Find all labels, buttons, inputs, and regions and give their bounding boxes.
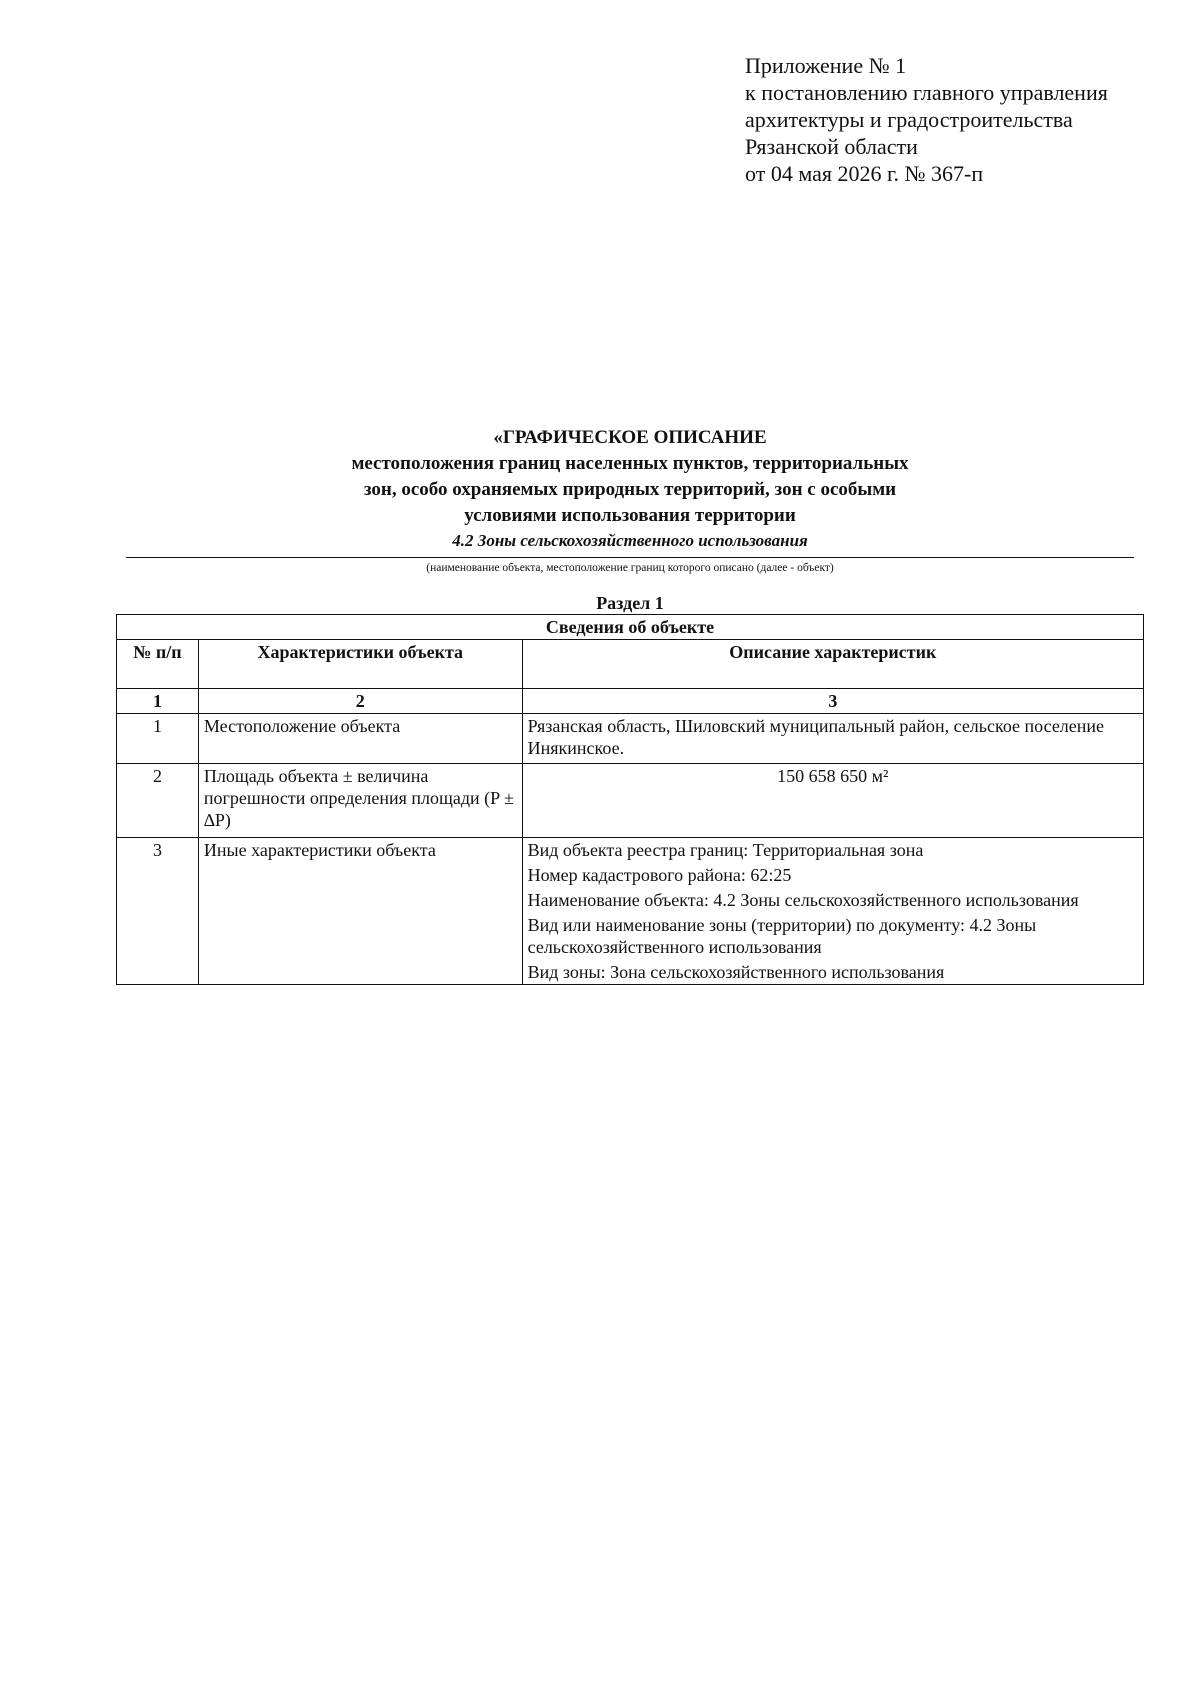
row-characteristic: Иные характеристики объекта bbox=[198, 838, 522, 985]
header-description: Описание характеристик bbox=[522, 640, 1143, 689]
table-header-row bbox=[117, 640, 1144, 689]
appendix-header bbox=[745, 52, 1108, 187]
appendix-line: Рязанской области bbox=[745, 134, 918, 159]
row-description bbox=[522, 764, 1143, 838]
row-characteristic: Местоположение объекта bbox=[198, 714, 522, 764]
title-underline bbox=[126, 557, 1134, 558]
appendix-line: архитектуры и градостроительства bbox=[745, 107, 1073, 132]
row-num: 2 bbox=[117, 764, 199, 838]
description-line: Наименование объекта: 4.2 Зоны сельскохозяйственного использования bbox=[527, 890, 1079, 910]
description-line: Вид зоны: Зона сельскохозяйственного использования bbox=[527, 962, 945, 982]
row-num: 1 bbox=[117, 714, 199, 764]
title-line: зон, особо охраняемых природных территорий, зон с особыми bbox=[363, 479, 897, 500]
appendix-line: от 04 мая 2026 г. № 367-п bbox=[745, 161, 984, 186]
column-number: 2 bbox=[198, 689, 522, 714]
object-name-caption: (наименование объекта, местоположение границ которого описано (далее - объект) bbox=[426, 562, 834, 574]
table-row bbox=[117, 764, 1144, 838]
description-line: Рязанская область, Шиловский муниципальный район, сельское поселение Инякинское. bbox=[527, 716, 1105, 758]
description-line: Номер кадастрового района: 62:25 bbox=[527, 865, 792, 885]
description-line: 150 658 650 м² bbox=[777, 766, 889, 786]
appendix-line: Приложение № 1 bbox=[745, 53, 907, 78]
appendix-line: к постановлению главного управления bbox=[745, 80, 1108, 105]
table-caption: Сведения об объекте bbox=[117, 615, 1144, 640]
title-line: условиями использования территории bbox=[464, 505, 796, 526]
object-name: 4.2 Зоны сельскохозяйственного использования bbox=[452, 531, 808, 550]
header-num: № п/п bbox=[117, 640, 199, 689]
description-line: Вид объекта реестра границ: Территориальная зона bbox=[527, 840, 924, 860]
row-characteristic: Площадь объекта ± величина погрешности определения площади (P ± ∆P) bbox=[198, 764, 522, 838]
section-label: Раздел 1 bbox=[596, 593, 664, 613]
object-info-table bbox=[116, 614, 1144, 985]
document-title bbox=[120, 425, 1140, 553]
column-number-row bbox=[117, 689, 1144, 714]
row-num: 3 bbox=[117, 838, 199, 985]
column-number: 3 bbox=[522, 689, 1143, 714]
header-characteristic: Характеристики объекта bbox=[198, 640, 522, 689]
title-line: «ГРАФИЧЕСКОЕ ОПИСАНИЕ bbox=[493, 427, 767, 448]
table-caption-row bbox=[117, 615, 1144, 640]
table-row bbox=[117, 838, 1144, 985]
row-description bbox=[522, 714, 1143, 764]
title-line: местоположения границ населенных пунктов, территориальных bbox=[351, 453, 909, 474]
column-number: 1 bbox=[117, 689, 199, 714]
table-row bbox=[117, 714, 1144, 764]
description-line: Вид или наименование зоны (территории) по документу: 4.2 Зоны сельскохозяйственного использования bbox=[527, 915, 1037, 957]
row-description bbox=[522, 838, 1143, 985]
